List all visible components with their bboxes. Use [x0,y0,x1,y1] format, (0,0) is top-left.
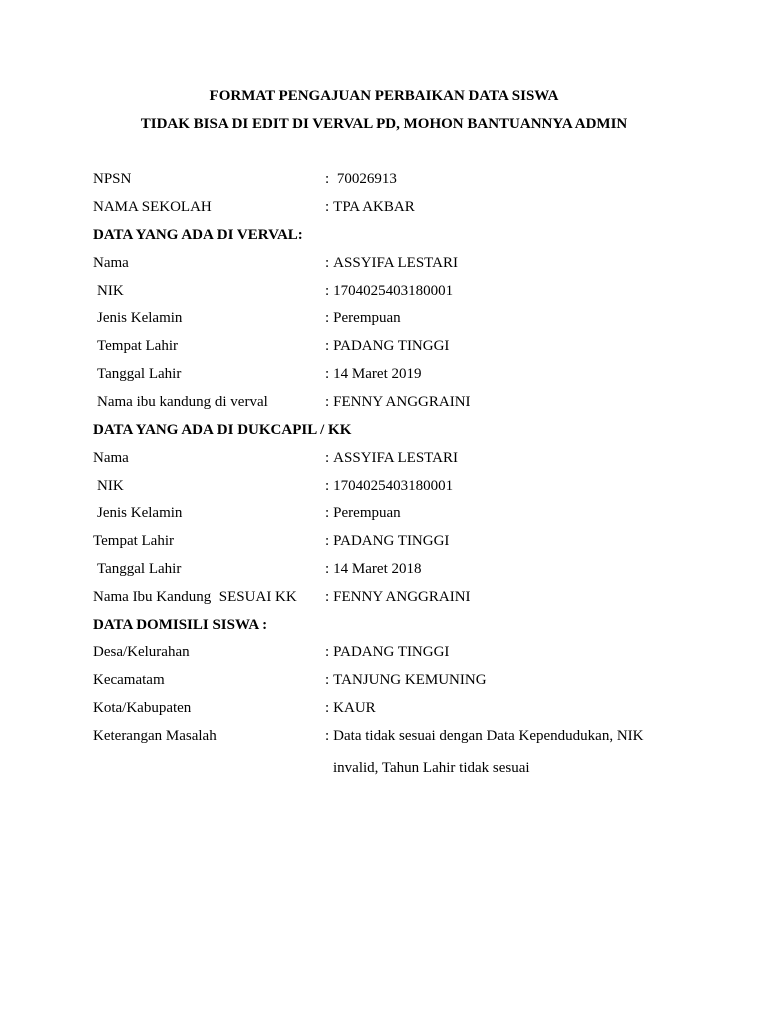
field-value: : FENNY ANGGRAINI [325,394,471,410]
verval-row-nama-ibu [93,394,693,416]
field-label: NIK [97,478,124,494]
verval-row-tanggal-lahir [93,366,693,388]
domisili-row-keterangan [93,728,693,750]
field-label: Tempat Lahir [93,533,174,549]
domisili-row-kecamatan [93,672,693,694]
field-value: : KAUR [325,700,376,716]
field-value: : Data tidak sesuai dengan Data Kependudukan, NIK [325,728,644,744]
verval-row-nama [93,255,693,277]
field-label: Kota/Kabupaten [93,700,192,716]
domisili-row-desa [93,644,693,666]
field-value: : 14 Maret 2018 [325,561,422,577]
dukcapil-row-tempat-lahir [93,533,693,555]
domisili-row-kota [93,700,693,722]
field-value: : FENNY ANGGRAINI [325,589,471,605]
document-subtitle: TIDAK BISA DI EDIT DI VERVAL PD, MOHON BANTUANNYA ADMIN [140,116,628,132]
field-value: : ASSYIFA LESTARI [325,255,458,271]
keterangan-continuation: invalid, Tahun Lahir tidak sesuai [333,760,530,776]
field-label: Nama Ibu Kandung SESUAI KK [93,589,297,605]
field-value: : 1704025403180001 [325,283,454,299]
dukcapil-row-nik [93,478,693,500]
field-label: Desa/Kelurahan [93,644,190,660]
field-label: Nama [93,255,129,271]
field-value: : 1704025403180001 [325,478,454,494]
dukcapil-row-jenis-kelamin [93,505,693,527]
field-label: NIK [97,283,124,299]
field-value: : PADANG TINGGI [325,533,450,549]
section-heading-domisili: DATA DOMISILI SISWA : [93,617,268,633]
field-label: Nama [93,450,129,466]
field-label: Tempat Lahir [97,338,178,354]
field-label: Keterangan Masalah [93,728,217,744]
field-label: Tanggal Lahir [97,561,182,577]
field-label: Jenis Kelamin [97,505,183,521]
field-value: : PADANG TINGGI [325,338,450,354]
dukcapil-row-nama-ibu [93,589,693,611]
section-heading-verval: DATA YANG ADA DI VERVAL: [93,227,303,243]
verval-row-jenis-kelamin [93,310,693,332]
field-row-nama-sekolah [93,199,693,221]
field-label: Kecamatam [93,672,165,688]
field-label: Jenis Kelamin [97,310,183,326]
dukcapil-row-nama [93,450,693,472]
field-value: : PADANG TINGGI [325,644,450,660]
field-value: : 14 Maret 2019 [325,366,422,382]
field-label: NAMA SEKOLAH [93,199,212,215]
field-value: : Perempuan [325,505,401,521]
field-value: : TPA AKBAR [325,199,415,215]
field-value: : Perempuan [325,310,401,326]
verval-row-tempat-lahir [93,338,693,360]
field-label: NPSN [93,171,132,187]
dukcapil-row-tanggal-lahir [93,561,693,583]
document-title: FORMAT PENGAJUAN PERBAIKAN DATA SISWA [209,88,559,104]
section-heading-dukcapil: DATA YANG ADA DI DUKCAPIL / KK [93,422,352,438]
verval-row-nik [93,283,693,305]
field-label: Tanggal Lahir [97,366,182,382]
field-value: : ASSYIFA LESTARI [325,450,458,466]
field-value: : TANJUNG KEMUNING [325,672,487,688]
field-value: : 70026913 [325,171,397,187]
field-label: Nama ibu kandung di verval [97,394,268,410]
field-row-npsn [93,171,693,193]
